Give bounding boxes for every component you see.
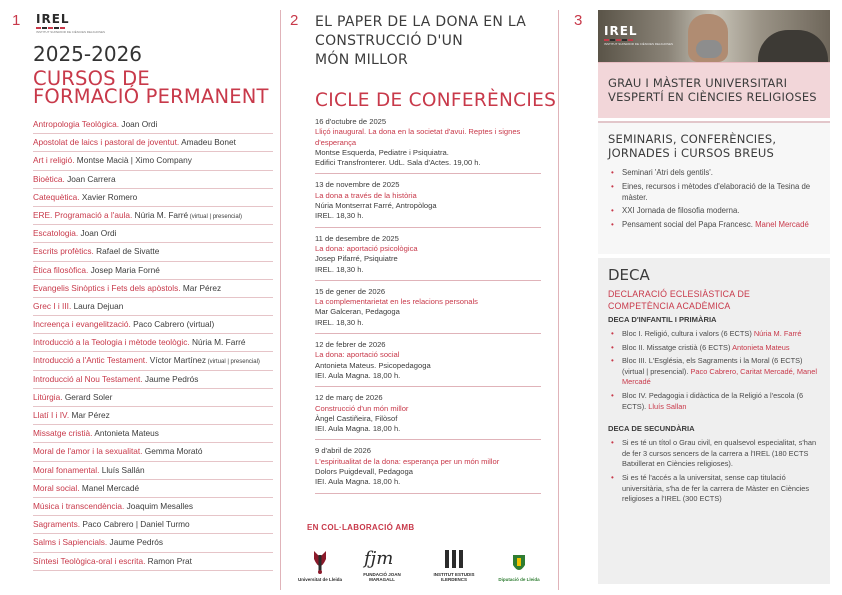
title-line: CURSOS DE — [33, 67, 150, 90]
bullet-person: Paco Cabrero, Caritat Mercadé, Manel Mercadé — [622, 366, 817, 387]
panel-number: 2 — [290, 12, 299, 29]
partner-label: FUNDACIÓ JOAN MARAGALL — [363, 572, 401, 582]
conf-date: 16 d'octubre de 2025 — [315, 117, 387, 126]
partner-udl — [290, 542, 350, 582]
collab-label: EN COL·LABORACIÓ AMB — [307, 523, 415, 532]
bullet-text: XXI Jornada de filosofia moderna. — [622, 206, 740, 216]
sem-line: JORNADES i CURSOS BREUS — [608, 146, 775, 160]
course-teacher: Amadeu Bonet — [179, 137, 236, 148]
conf-date: 12 de març de 2026 — [315, 393, 383, 403]
course-item — [33, 116, 273, 134]
conf-speaker: Antonieta Mateus. Psicopedagoga — [315, 360, 431, 370]
course-teacher: Antonieta Mateus — [92, 428, 159, 439]
grau-box — [598, 62, 830, 118]
course-teacher: Jaume Pedrós — [142, 373, 199, 384]
course-name: Sagraments. — [33, 519, 81, 530]
course-name: Introducció a l'Antic Testament. — [33, 355, 148, 366]
conf-place: IREL. 18,30 h. — [315, 317, 364, 327]
course-item — [33, 152, 273, 170]
conference-item — [315, 287, 541, 334]
course-teacher: Núria M. Farré — [132, 209, 189, 220]
course-mode: (virtual | presencial) — [205, 359, 260, 366]
partner-label: INSTITUT ESTUDIS ILERDENCS — [433, 572, 475, 582]
bullet-person: Núria M. Farré — [753, 329, 802, 338]
course-item — [33, 207, 273, 225]
irel-logo — [36, 12, 105, 34]
course-teacher: Jaume Pedrós — [107, 537, 164, 548]
bullet-text: Si es té un títol o Grau civil, en qualsevol especialitat, s'han de fer 3 cursos sencers de la carrera a l'IREL (180 ECTS Batxillerat en Ciències religioses). — [622, 438, 817, 469]
course-teacher: Núria M. Farré — [189, 337, 246, 348]
page-title — [33, 67, 273, 108]
course-name: Catequètica. — [33, 191, 80, 202]
bullet-item — [608, 329, 820, 340]
course-item — [33, 553, 273, 571]
conf-place: IREL. 18,30 h. — [315, 264, 364, 274]
heading-line: EL PAPER DE LA DONA EN LA — [315, 14, 527, 30]
infantil-list — [608, 329, 820, 412]
course-teacher: Rafael de Sivatte — [93, 246, 160, 257]
course-name: Antropologia Teològica. — [33, 119, 120, 129]
panel-grau — [560, 0, 842, 595]
course-item — [33, 352, 273, 370]
bullet-item — [608, 356, 820, 388]
logo-word: IREL — [604, 24, 638, 38]
seminaris-box — [598, 121, 830, 254]
header-photo — [598, 10, 830, 62]
course-item — [33, 498, 273, 516]
deca-sub-line: DECLARACIÓ ECLESIÀSTICA DE — [608, 289, 751, 299]
course-item — [33, 443, 273, 461]
iei-logo-icon — [443, 548, 465, 570]
course-name: Salms i Sapiencials. — [33, 537, 108, 548]
course-item — [33, 134, 273, 152]
partner-label: Diputació de Lleida — [498, 577, 540, 582]
logo-tagline: INSTITUT SUPERIOR DE CIÈNCIES RELIGIOSES — [36, 30, 105, 34]
bullet-item — [608, 473, 820, 505]
course-name: Ètica filosòfica. — [33, 264, 89, 275]
conf-date: 9 d'abril de 2026 — [315, 446, 371, 456]
course-name: Missatge cristià. — [33, 428, 93, 439]
conference-list — [315, 117, 541, 500]
course-name: Increença i evangelització. — [33, 319, 131, 330]
secundaria-list — [608, 438, 820, 505]
course-name: Escatologia. — [33, 228, 79, 239]
partner-logos — [282, 542, 558, 586]
conf-date: 13 de novembre de 2025 — [315, 180, 400, 190]
bullet-item — [608, 168, 820, 179]
course-name: Introducció a la Teologia i mètode teològic. — [33, 337, 190, 348]
bullet-text: Bloc II. Missatge cristià (6 ECTS) — [622, 342, 733, 352]
conf-place: IEI. Aula Magna. 18,00 h. — [315, 477, 401, 487]
course-name: Escrits profètics. — [33, 246, 94, 257]
course-teacher: Ramon Prat — [145, 555, 192, 566]
bullet-item — [608, 343, 820, 354]
partner-label: Universitat de Lleida — [297, 577, 342, 582]
grau-line: VESPERTÍ EN CIÈNCIES RELIGIOSES — [608, 90, 817, 104]
course-item — [33, 407, 273, 425]
bullet-item — [608, 182, 820, 204]
course-teacher: Víctor Martínez — [147, 355, 206, 366]
course-name: Síntesi Teològica-oral i escrita. — [33, 555, 146, 566]
divider — [280, 10, 281, 590]
diputacio-crest-icon — [511, 553, 527, 575]
course-item — [33, 480, 273, 498]
course-name: Llatí I i IV. — [33, 410, 70, 420]
course-item — [33, 371, 273, 389]
partner-diputacio — [486, 542, 552, 582]
course-name: Art i religió. — [33, 155, 75, 166]
udl-crest-icon — [310, 549, 330, 575]
heading-line: CONSTRUCCIÓ D'UN — [315, 33, 463, 49]
svg-text:fjm: fjm — [364, 548, 394, 569]
conference-item — [315, 117, 541, 174]
bullet-person: Lluís Sallan — [648, 401, 687, 411]
deca-sub-line: COMPETÈNCIA ACADÈMICA — [608, 300, 731, 311]
conf-speaker: Àngel Castiñeira, Filòsof — [315, 413, 398, 423]
deca-box — [598, 258, 830, 584]
conf-title: La dona a través de la història — [315, 190, 417, 200]
grau-line: GRAU I MÀSTER UNIVERSITARI — [608, 76, 788, 90]
course-name: Introducció al Nou Testament. — [33, 373, 143, 384]
course-teacher: Joaquim Mesalles — [124, 500, 194, 511]
title-line: FORMACIÓ PERMANENT — [33, 85, 269, 108]
bullet-text: Bloc III. L'Església, els Sagraments i la Moral (6 ECTS) (virtual | presencial). — [622, 356, 803, 376]
infantil-heading: DECA D'INFANTIL I PRIMÀRIA — [608, 315, 717, 324]
bullet-item — [608, 438, 820, 470]
bullet-text: Eines, recursos i mètodes d'elaboració de la Tesina de màster. — [622, 181, 811, 202]
conference-item — [315, 446, 541, 493]
bullet-text: Pensament social del Papa Francesc. — [622, 220, 756, 230]
bullet-item — [608, 220, 820, 231]
course-item — [33, 171, 273, 189]
conf-date: 11 de desembre de 2025 — [315, 233, 399, 243]
conf-speaker: Mar Galceran, Pedagoga — [315, 307, 400, 317]
course-item — [33, 425, 273, 443]
course-teacher: Manel Mercadé — [79, 482, 140, 493]
bullet-person: Antonieta Mateus — [732, 342, 790, 352]
course-teacher: Joan Ordi — [119, 119, 158, 129]
conf-title: La dona: aportació social — [315, 350, 400, 360]
course-teacher: Joan Carrera — [64, 173, 116, 184]
panel-cursos — [0, 0, 280, 595]
conference-item — [315, 234, 541, 281]
seminar-list — [608, 168, 820, 231]
course-name: Evangelis Sinòptics i Fets dels apòstols. — [33, 282, 181, 293]
course-mode: (virtual | presencial) — [188, 213, 243, 220]
course-item — [33, 516, 273, 534]
conf-speaker: Dolors Puigdevall, Pedagoga — [315, 467, 413, 477]
irel-logo — [604, 24, 673, 46]
conf-speaker: Montse Esquerda, Pediatre i Psiquiatra. — [315, 147, 449, 157]
course-item — [33, 462, 273, 480]
course-teacher: Montse Macià | Ximo Company — [74, 155, 192, 166]
course-item — [33, 280, 273, 298]
course-teacher: Mar Pérez — [180, 282, 222, 293]
course-name: Moral de l'amor i la sexualitat. — [33, 446, 143, 457]
bullet-person: Manel Mercadé — [755, 220, 809, 230]
course-item — [33, 243, 273, 261]
conf-title: Lliçó inaugural. La dona en la societat d'avui. Reptes i signes d'esperança — [315, 127, 521, 147]
heading-line: MÓN MILLOR — [315, 52, 409, 68]
conf-speaker: Núria Montserrat Farré, Antropòloga — [315, 201, 437, 211]
conf-place: IREL. 18,30 h. — [315, 211, 364, 221]
logo-word: IREL — [36, 12, 70, 26]
course-item — [33, 225, 273, 243]
partner-fjm — [352, 542, 412, 582]
course-teacher: Lluís Sallán — [99, 464, 145, 475]
course-item — [33, 298, 273, 316]
fjm-logo-icon — [362, 546, 402, 570]
course-name: Moral social. — [33, 482, 80, 493]
conf-place: Edifici Transfronterer. UdL. Sala d'Actes. 19,00 h. — [315, 158, 481, 168]
bullet-text: Bloc IV. Pedagogia i didàctica de la Religió a l'escola (6 ECTS). — [622, 390, 804, 411]
course-name: ERE. Programació a l'aula. — [33, 209, 133, 220]
course-item — [33, 262, 273, 280]
course-teacher: Laura Dejuan — [71, 300, 124, 311]
conf-title: Construcció d'un món millor — [315, 403, 409, 413]
course-name: Grec I i III. — [33, 300, 72, 311]
logo-bars — [36, 27, 65, 29]
course-teacher: Gerard Soler — [62, 391, 113, 402]
course-teacher: Josep Maria Forné — [88, 264, 160, 275]
course-name: Litúrgia. — [33, 391, 63, 402]
course-item — [33, 334, 273, 352]
course-item — [33, 316, 273, 334]
conf-title: La dona: aportació psicològica — [315, 243, 418, 253]
course-item — [33, 189, 273, 207]
bullet-text: Si es té l'accés a la universitat, sense cap titulació universitària, s'ha de fer la carrera de Màster en Ciències religioses a l'IREL (300 ECTS) — [622, 472, 810, 504]
divider — [558, 10, 559, 590]
section-heading — [315, 13, 545, 70]
bullet-item — [608, 206, 820, 217]
panel-conferencies — [282, 0, 558, 595]
course-teacher: Mar Pérez — [69, 410, 110, 420]
course-item — [33, 389, 273, 407]
course-name: Moral fonamental. — [33, 464, 100, 475]
conf-title: La complementarietat en les relacions personals — [315, 297, 478, 307]
course-teacher: Joan Ordi — [78, 228, 117, 239]
course-teacher: Paco Cabrero | Daniel Turmo — [80, 519, 190, 530]
cicle-title: CICLE DE CONFERÈNCIES — [315, 90, 557, 111]
secundaria-heading: DECA DE SECUNDÀRIA — [608, 424, 695, 434]
course-name: Bioètica. — [33, 173, 65, 184]
conf-speaker: Josep Pifarré, Psiquiatre — [315, 254, 398, 264]
bullet-text: Bloc I. Religió, cultura i valors (6 ECTS) — [622, 329, 754, 338]
conf-title: L'espiritualitat de la dona: esperança per un món millor — [315, 456, 500, 466]
bullet-text: Seminari 'Atri dels gentils'. — [622, 168, 713, 177]
conf-place: IEI. Aula Magna. 18,00 h. — [315, 370, 401, 380]
conf-place: IEI. Aula Magna. 18,00 h. — [315, 424, 401, 434]
sem-line: SEMINARIS, CONFERÈNCIES, — [608, 132, 777, 146]
course-teacher: Gemma Morató — [142, 446, 203, 457]
course-teacher: Paco Cabrero (virtual) — [130, 319, 215, 330]
course-teacher: Xavier Romero — [79, 191, 138, 202]
course-list — [33, 116, 273, 571]
conf-date: 12 de febrer de 2026 — [315, 340, 386, 350]
deca-subtitle — [608, 289, 820, 312]
conference-item — [315, 340, 541, 387]
conf-date: 15 de gener de 2026 — [315, 286, 386, 296]
year: 2025-2026 — [33, 42, 143, 66]
partner-iei — [424, 542, 484, 582]
conference-item — [315, 180, 541, 227]
logo-tagline: INSTITUT SUPERIOR DE CIÈNCIES RELIGIOSES — [604, 42, 673, 46]
conference-item — [315, 393, 541, 440]
panel-number: 1 — [12, 12, 21, 29]
course-name: Apostolat de laics i pastoral de joventut. — [33, 137, 180, 148]
bullet-item — [608, 391, 820, 412]
course-name: Música i transcendència. — [33, 500, 125, 511]
deca-title: DECA — [608, 266, 650, 284]
course-item — [33, 534, 273, 552]
panel-number: 3 — [574, 12, 583, 29]
